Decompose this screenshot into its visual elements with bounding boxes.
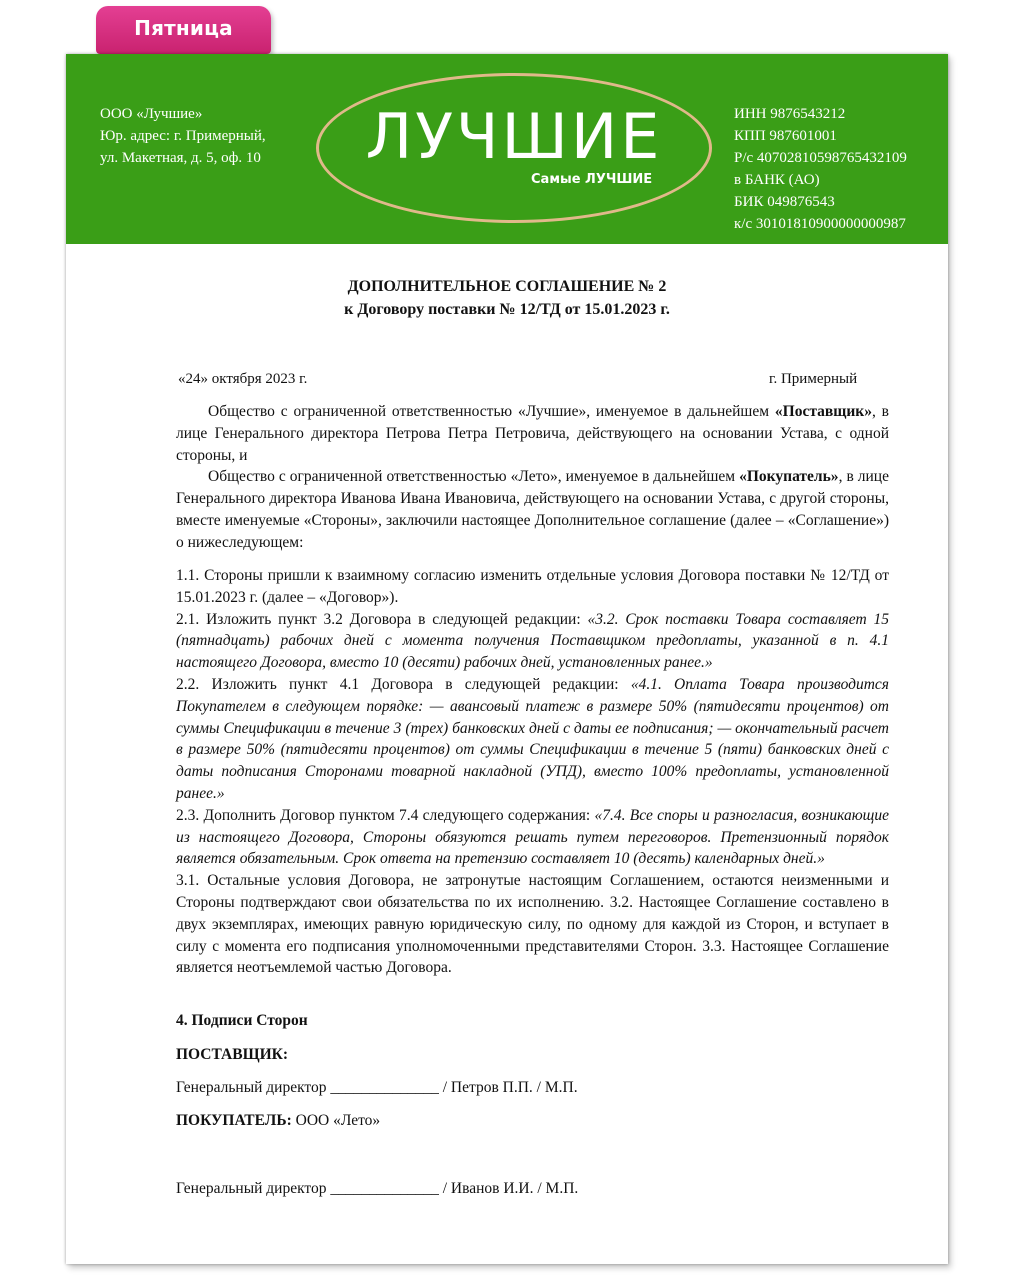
clause-2-2: 2.2. Изложить пункт 4.1 Договора в следующей редакции: «4.1. Оплата Товара производится Покупателем в следующем порядке: — авансовый платеж в размере 50% (пятидесяти процентов) от суммы Спецификации в течение 3 (трех) банковских дней с даты ее подписания; — окончательный расчет в размере 50% (пятидесяти процентов) от суммы Спецификации в течение 5 (пяти) банковских дней с даты подписания Сторонами товарной накладной (УПД), вместо 100% предоплаты, установленной ранее.» [176,675,890,802]
bik: БИК 049876543 [734,194,835,210]
letterhead [66,54,948,244]
legal-address-line1: Юр. адрес: г. Примерный, [100,128,266,144]
document-page [66,54,948,1264]
buyer-term: «Покупатель» [739,468,839,486]
supplier-label: ПОСТАВЩИК: [176,1046,289,1063]
supplier-signature-line: Генеральный директор ______________ / Петров П.П. / М.П. [176,1079,578,1096]
company-requisites-right [734,103,907,235]
legal-address-line2: ул. Макетная, д. 5, оф. 10 [100,150,261,166]
clause-3: 3.1. Остальные условия Договора, не затронутые настоящим Соглашением, остаются неизменными и Стороны подтверждают свои обязательства по их исполнению. 3.2. Настоящее Соглашение составлено в двух экземплярах, имеющих равную юридическую силу, по одному для каждой из Сторон, и вступает в силу с момента его подписания уполномоченными представителями Сторон. 3.3. Настоящее Соглашение является неотъемлемой частью Договора. [176,872,889,977]
settlement-account: Р/с 40702810598765432109 [734,150,907,166]
document-date: «24» октября 2023 г. [178,371,308,387]
bank-name: в БАНК (АО) [734,172,820,188]
preamble-buyer: Общество с ограниченной ответственностью «Лето», именуемое в дальнейшем «Покупатель», в лице Генерального директора Иванова Ивана Ивановича, действующего на основании Устава, с другой стороны, вместе именуемые «Стороны», заключили настоящее Дополнительное соглашение (далее – «Соглашение») о нижеследующем: [176,468,889,551]
signatures-heading: 4. Подписи Сторон [176,1012,308,1029]
document-city: г. Примерный [769,371,858,387]
preamble-supplier: Общество с ограниченной ответственностью «Лучшие», именуемое в дальнейшем «Поставщик», в лице Генерального директора Петрова Петра Петровича, действующего на основании Устава, с одной стороны, и [176,403,889,464]
clauses [176,565,889,979]
inn: ИНН 9876543212 [734,106,846,122]
company-logo [316,73,712,223]
preamble [176,401,889,554]
buyer-block [176,1110,380,1132]
company-name: ООО «Лучшие» [100,106,203,122]
document-title: ДОПОЛНИТЕЛЬНОЕ СОГЛАШЕНИЕ № 2 [347,278,667,295]
buyer-name: ООО «Лето» [291,1112,381,1129]
company-requisites-left [100,103,266,169]
correspondent-account: к/с 30101810900000000987 [734,216,906,232]
clause-1-1: 1.1. Стороны пришли к взаимному согласию изменить отдельные условия Договора поставки № 12/ТД от 15.01.2023 г. (далее – «Договор»). [176,567,889,606]
day-tab[interactable] [96,6,271,54]
buyer-signature-line: Генеральный директор ______________ / Иванов И.И. / М.П. [176,1180,579,1197]
supplier-term: «Поставщик» [774,403,872,420]
clause-2-3: 2.3. Дополнить Договор пунктом 7.4 следующего содержания: «7.4. Все споры и разногласия, возникающие из настоящего Договора, Стороны обязуются решать путем переговоров. Претензионный порядок является обязательным. Срок ответа на претензию составляет 10 (десять) календарных дней.» [176,806,889,868]
buyer-label: ПОКУПАТЕЛЬ: [176,1112,292,1129]
kpp: КПП 987601001 [734,128,837,144]
day-tab-label: Пятница [134,16,233,40]
clause-2-1: 2.1. Изложить пункт 3.2 Договора в следующей редакции: «3.2. Срок поставки Товара составляет 15 (пятнадцать) рабочих дней с момента получения Поставщиком предоплаты, указанной в п. 4.1 настоящего Договора, вместо 10 (десяти) рабочих дней, установленных ранее.» [176,610,889,672]
logo-tagline: Самые ЛУЧШИЕ [531,172,653,187]
logo-wordmark: ЛУЧШИЕ [365,100,663,173]
document-subtitle: к Договору поставки № 12/ТД от 15.01.2023 г. [344,301,670,318]
